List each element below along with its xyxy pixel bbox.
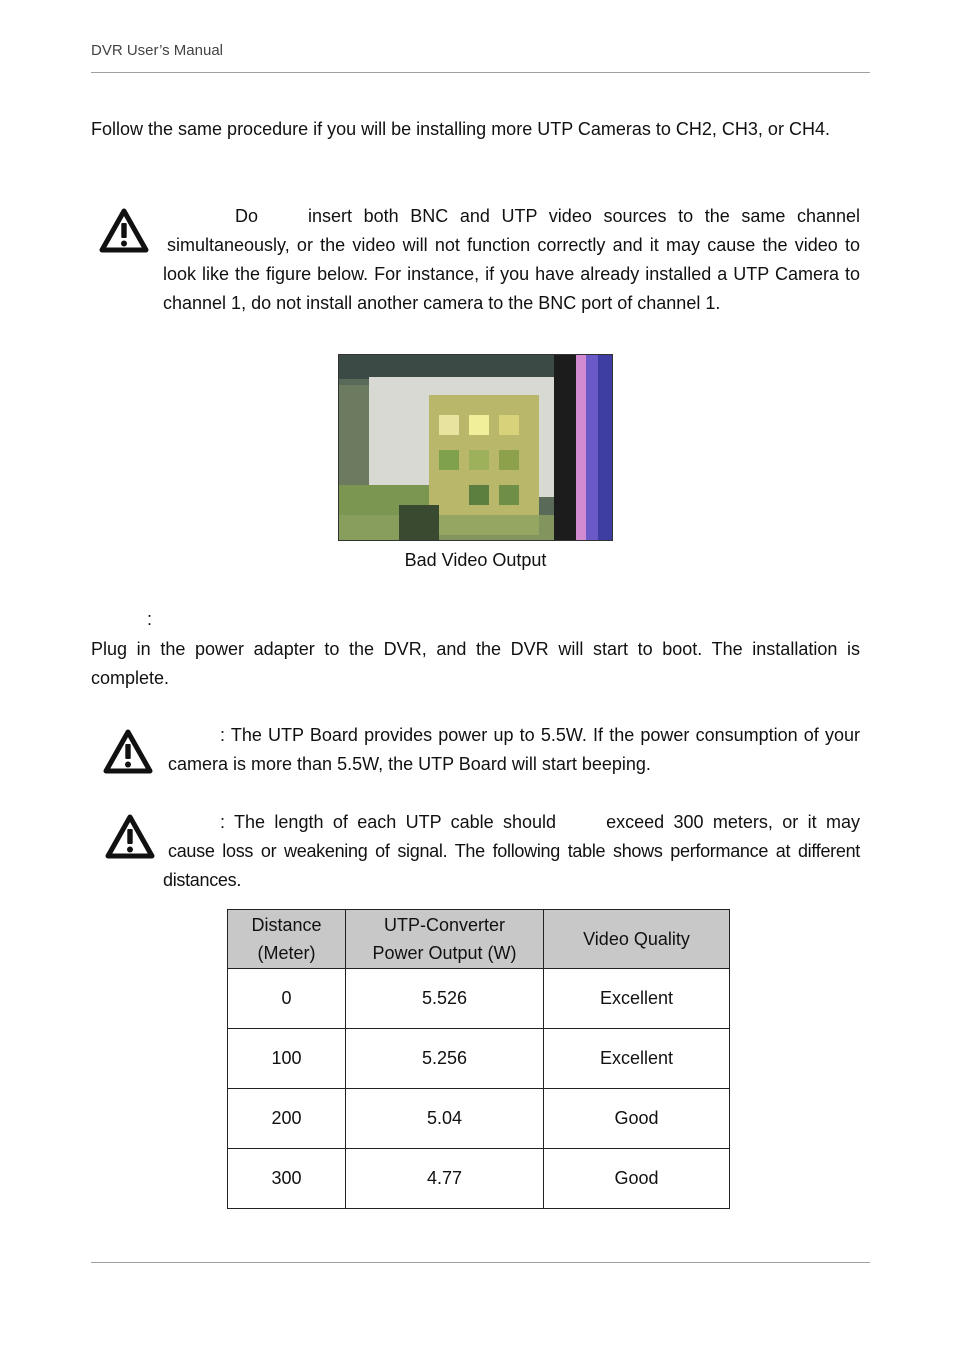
warning-line1: insert both BNC and UTP video sources to the same channel (308, 206, 860, 226)
table-header-row (228, 910, 730, 969)
header-power-output: UTP-Converter Power Output (W) (346, 910, 544, 969)
table-row: 200 5.04 Good (228, 1089, 730, 1149)
warning-body: simultaneously, or the video will not function correctly and it may cause the video to look like the figure below. For instance, if you have already installed a UTP Camera to channel 1, do not install another camera to the BNC port of channel 1. (163, 235, 860, 313)
header-video-quality: Video Quality (544, 910, 730, 969)
performance-table (227, 909, 730, 1209)
warning-icon (105, 814, 155, 860)
step-colon: : (147, 609, 153, 629)
figure-caption: Bad Video Output (404, 550, 547, 570)
table-row: 0 5.526 Excellent (228, 969, 730, 1029)
warning-do: Do (235, 206, 259, 226)
warning-icon (103, 729, 153, 775)
header-title: DVR User’s Manual (91, 42, 223, 59)
table-row: 100 5.256 Excellent (228, 1029, 730, 1089)
power-paragraph: Plug in the power adapter to the DVR, and the DVR will start to boot. The installation is complete. (91, 639, 860, 688)
table-row: 300 4.77 Good (228, 1149, 730, 1209)
header-divider (91, 72, 870, 73)
footer-divider (91, 1262, 870, 1263)
header-distance: Distance (Meter) (228, 910, 346, 969)
warning-icon (99, 208, 149, 254)
bad-video-image (338, 354, 613, 541)
intro-paragraph: Follow the same procedure if you will be installing more UTP Cameras to CH2, CH3, or CH4. (91, 119, 830, 139)
power-limit-note: : The UTP Board provides power up to 5.5W. If the power consumption of your camera is more than 5.5W, the UTP Board will start beeping. (168, 725, 860, 774)
